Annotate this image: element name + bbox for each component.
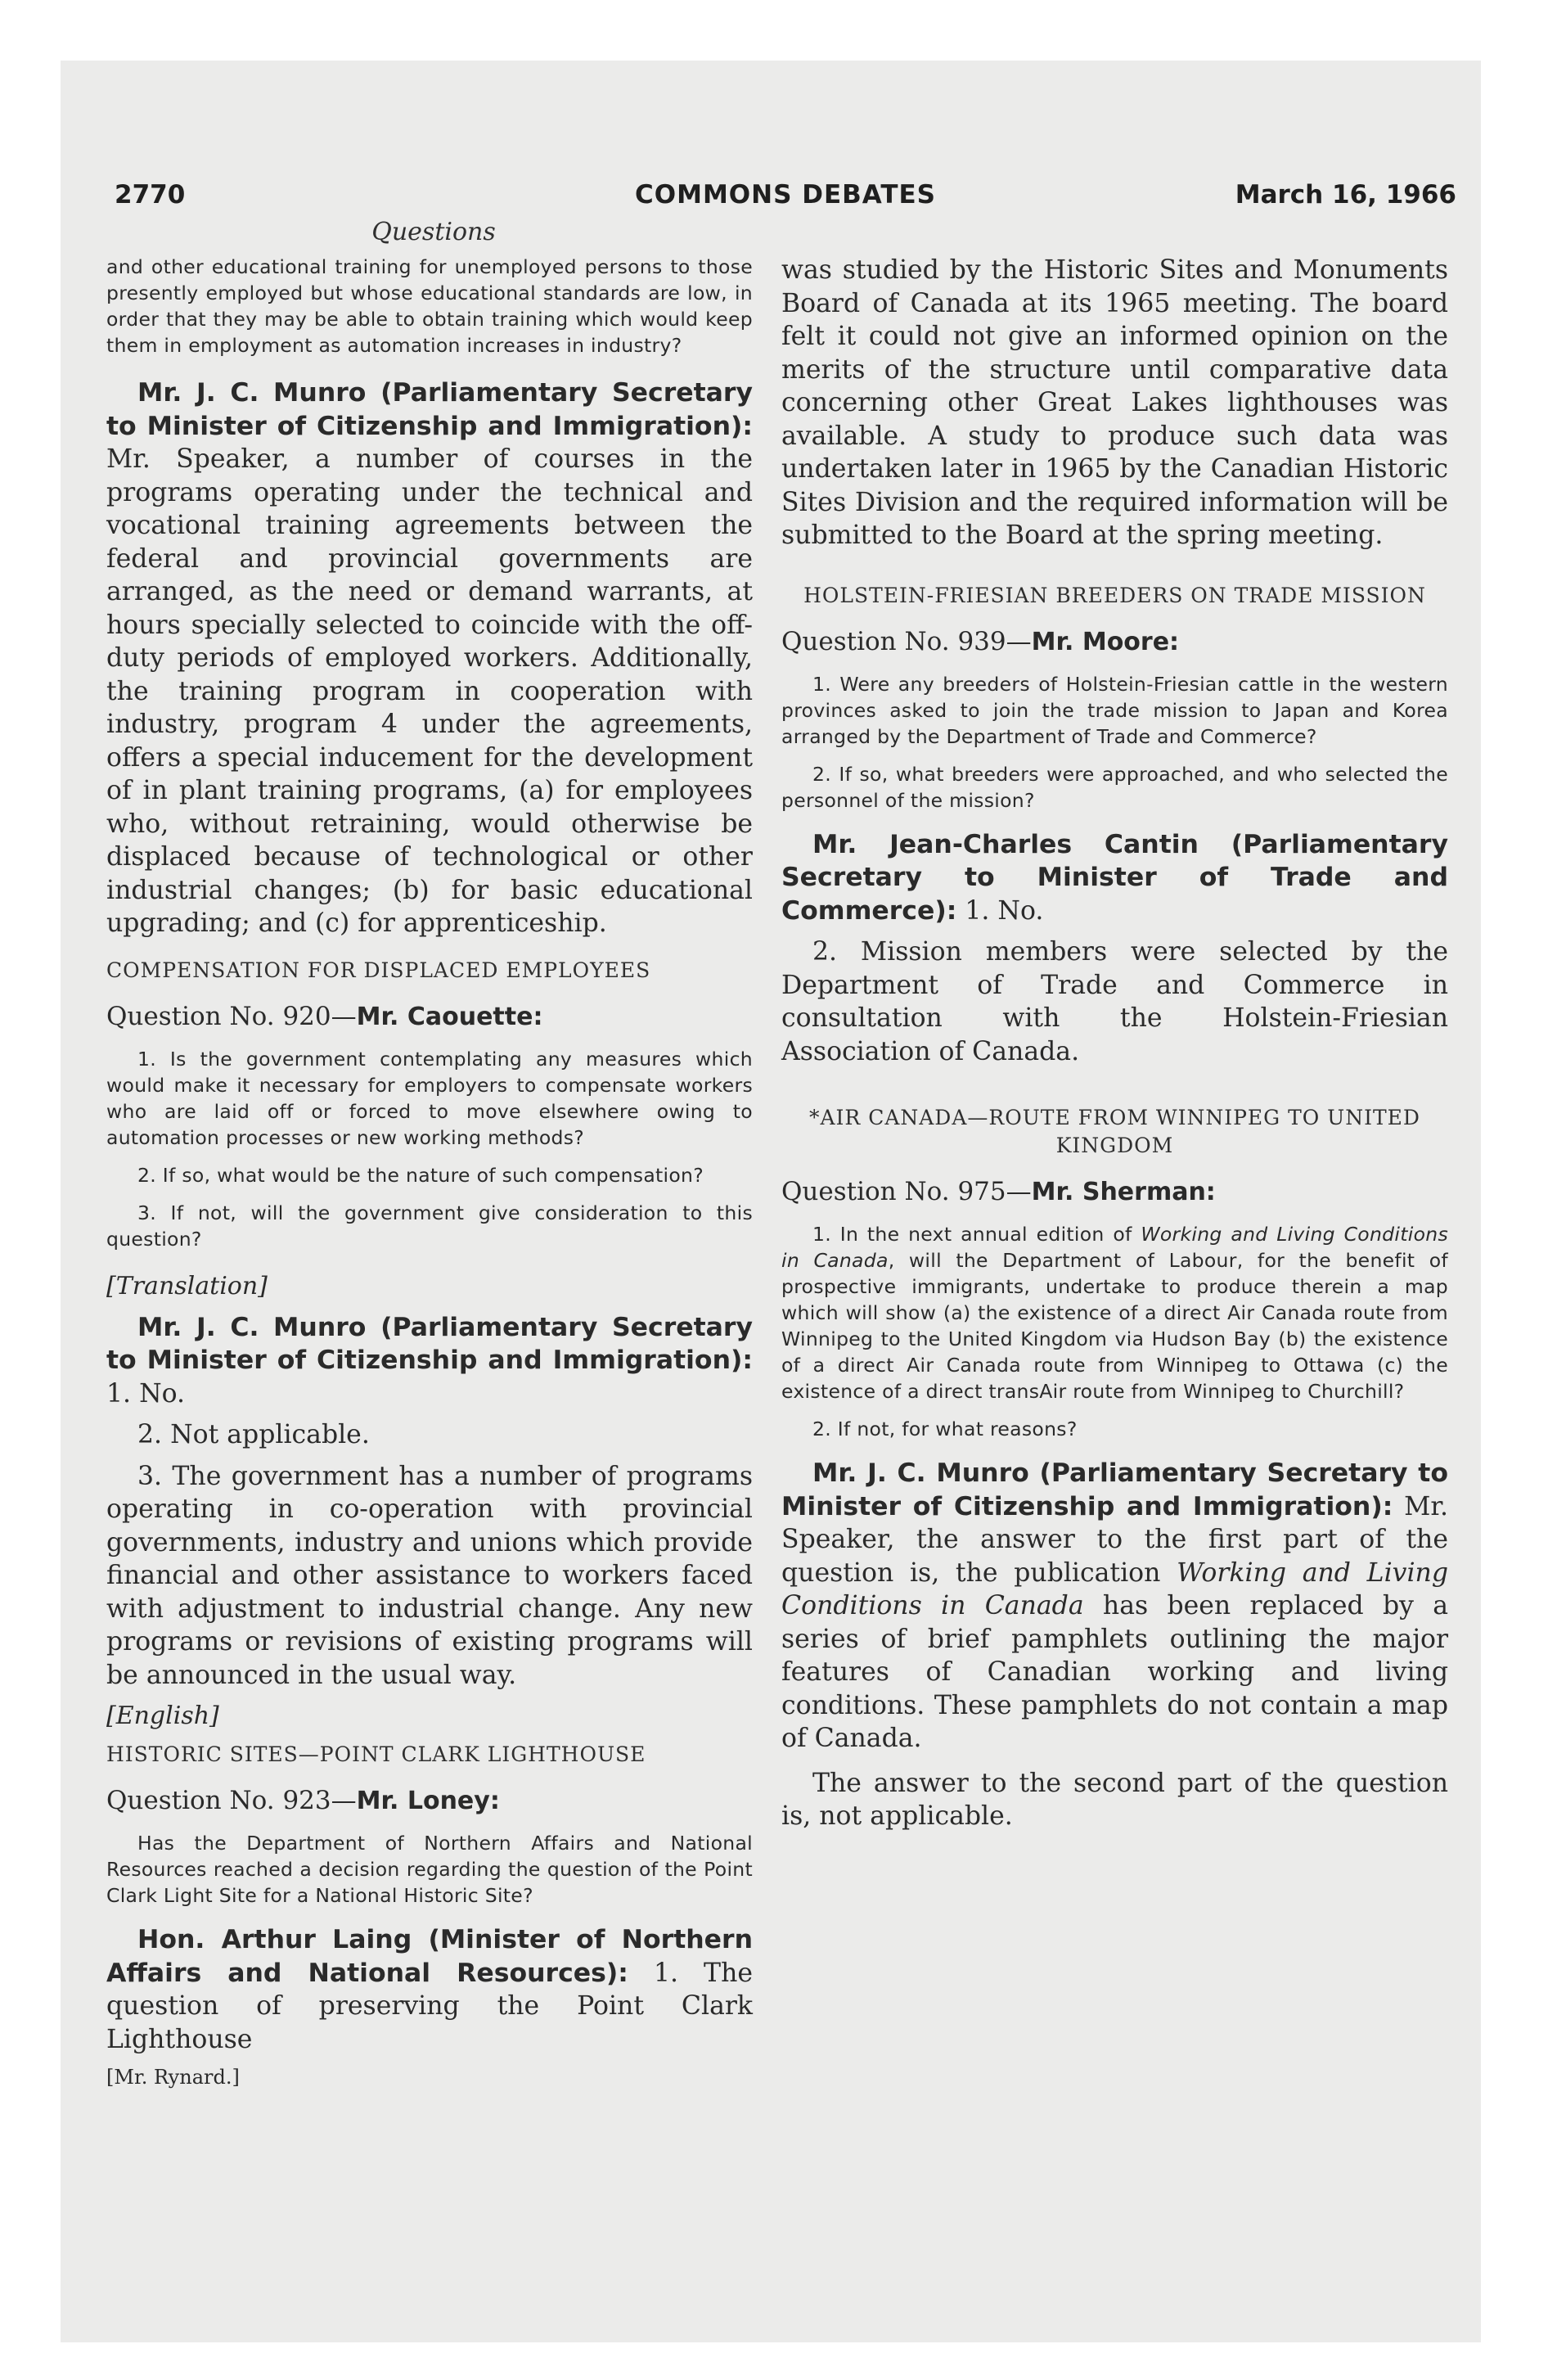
question-939 [781,624,1448,660]
translation-marker: [Translation] [106,1271,268,1300]
speaker-cantin: Mr. Jean-Charles Cantin (Parliamentary Secretary to Minister of Trade and Commerce): [781,829,1448,926]
question-920 [106,999,753,1034]
running-header [115,180,1456,216]
heading-compensation: COMPENSATION FOR DISPLACED EMPLOYEES [106,958,651,982]
question-asker: Mr. Caouette: [356,1002,543,1031]
question-number: Question No. 923— [106,1786,357,1815]
q975-part-2: 2. If not, for what reasons? [812,1418,1078,1440]
munro-answer-2 [106,1311,753,1411]
question-asker: Mr. Moore: [1031,627,1180,656]
english-marker: [English] [106,1702,219,1730]
publication-title-italic: Working and Living Conditions in Canada [781,1557,1448,1620]
q920-part-3: 3. If not, will the government give consideration to this question? [106,1201,753,1251]
munro-answer-3-second: The answer to the second part of the question is, not applicable. [781,1768,1448,1831]
munro-answer-1 [106,376,753,940]
q939-part-1: 1. Were any breeders of Holstein-Friesian cattle in the western provinces asked to join the trade mission to Japan and Korea arranged by the Department of Trade and Commerce? [781,672,1448,748]
q920-part-2: 2. If so, what would be the nature of such compensation? [137,1163,704,1187]
question-asker: Mr. Sherman: [1031,1178,1216,1206]
laing-answer [106,1923,753,2056]
answer-text: 1. The question of preserving the Point Clark Lighthouse [106,1958,753,2054]
question-number: Question No. 920— [106,1001,357,1031]
answer-part-2: 2. Not applicable. [137,1420,370,1449]
right-column [781,254,1448,1841]
answer-part-1: 1. No. [965,895,1044,926]
speaker-munro: Mr. J. C. Munro (Parliamentary Secretary to Minister of Citizenship and Immigration): [106,1312,753,1375]
section-label: Questions [371,218,496,246]
answer-text-start: Mr. Speaker, the answer to the first part of the question is, the publication [781,1491,1448,1588]
q975-text-end: , will the Department of Labour, for the benefit of prospective immigrants, undertake to produce therein a map which will show (a) the existence of a direct Air Canada route from Winnipeg to the United Kingdom via Hudson Bay (b) the existence of a direct Air Canada route from Winnipeg to Ottawa (c) the existence of a direct transAir route from Winnipeg to Churchill? [781,1249,1448,1403]
page-number: 2770 [115,180,186,210]
speaker-munro: Mr. J. C. Munro (Parliamentary Secretary to Minister of Citizenship and Immigration): [781,1458,1448,1521]
question-number: Question No. 939— [781,626,1032,656]
question-continuation: and other educational training for unemployed persons to those presently employed but whose educational standards are low, in order that they may be able to obtain training which would keep them in employment as automation increases in industry? [106,255,753,357]
answer-part-3: 3. The government has a number of programs operating in co-operation with provincial governments, industry and unions which provide financial and other assistance to workers faced with adjustment to industrial change. Any new programs or revisions of existing programs will be announced in the usual way. [106,1461,753,1690]
publication-title-italic: Working and Living Conditions in Canada [781,1223,1448,1272]
answer-text-end: has been replaced by a series of brief pamphlets outlining the major features of Canadian working and living conditions. These pamphlets do not contain a map of Canada. [781,1591,1448,1753]
laing-answer-continued: was studied by the Historic Sites and Monuments Board of Canada at its 1965 meeting. The board felt it could not give an informed opinion on the merits of the structure until comparative data concerning other Great Lakes lighthouses was available. A study to produce such data was undertaken later in 1965 by the Canadian Historic Sites Division and the required information will be submitted to the Board at the spring meeting. [781,255,1448,550]
publication-title: COMMONS DEBATES [635,180,936,210]
question-923 [106,1783,753,1819]
answer-text: Mr. Speaker, a number of courses in the programs operating under the technical and vocational training agreements between the federal and provincial governments are arranged, as the need or demand warrants, at hours specially selected to coincide with the off-duty periods of employed workers. Additionally, the training program in cooperation with industry, program 4 under the agreements, offers a special inducement for the development of in plant training programs, (a) for employees who, without retraining, would otherwise be displaced because of technological or other industrial changes; (b) for basic educational upgrading; and (c) for apprenticeship. [106,444,753,938]
munro-answer-3 [781,1457,1448,1756]
q920-part-1: 1. Is the government contemplating any measures which would make it necessary for employers to compensate workers who are laid off or forced to move elsewhere owing to automation processes or new working methods? [106,1047,753,1149]
speaker-footnote: [Mr. Rynard.] [106,2066,240,2089]
question-975 [781,1174,1448,1210]
cantin-answer [781,828,1448,928]
answer-part-1: 1. No. [106,1378,186,1409]
header-date: March 16, 1966 [1235,180,1456,210]
heading-holstein: HOLSTEIN-FRIESIAN BREEDERS ON TRADE MISSION [803,583,1426,607]
q975-text-start: 1. In the next annual edition of [812,1223,1141,1246]
q923-text: Has the Department of Northern Affairs and National Resources reached a decision regarding the question of the Point Clark Light Site for a National Historic Site? [106,1832,753,1907]
q939-part-2: 2. If so, what breeders were approached, and who selected the personnel of the mission? [781,762,1448,812]
heading-air-canada: *AIR CANADA—ROUTE FROM WINNIPEG TO UNITED KINGDOM [809,1106,1420,1157]
question-number: Question No. 975— [781,1177,1032,1206]
heading-historic-sites: HISTORIC SITES—POINT CLARK LIGHTHOUSE [106,1742,646,1766]
q975-part-1 [781,1221,1448,1404]
answer-part-2: 2. Mission members were selected by the Department of Trade and Commerce in consultation with the Holstein-Friesian Association of Canada. [781,937,1448,1066]
left-column [106,254,753,2090]
speaker-munro: Mr. J. C. Munro (Parliamentary Secretary to Minister of Citizenship and Immigration): [106,378,753,441]
speaker-laing: Hon. Arthur Laing (Minister of Northern Affairs and National Resources): [106,1925,753,1988]
question-asker: Mr. Loney: [356,1787,500,1815]
